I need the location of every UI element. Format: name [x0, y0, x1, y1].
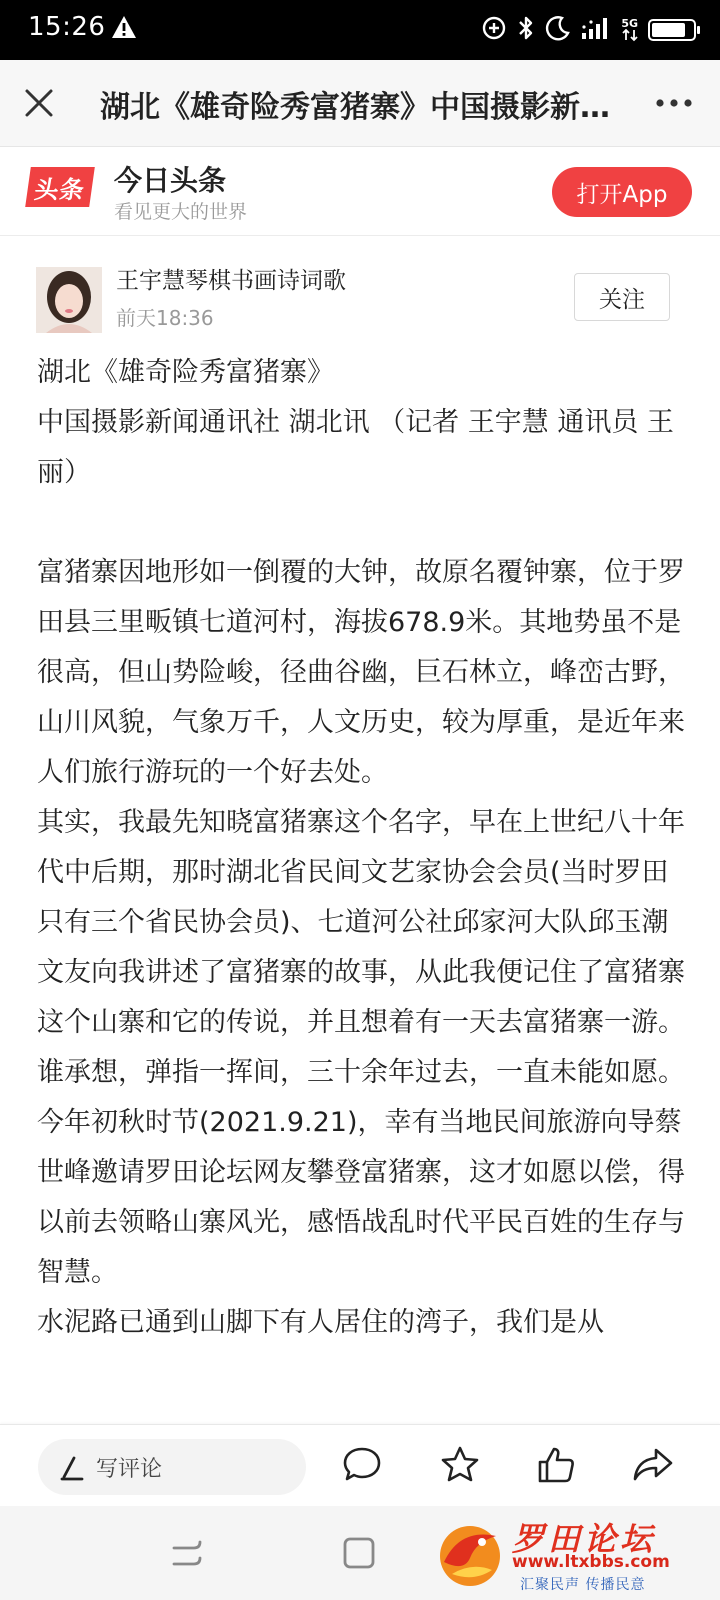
page-title: 湖北《雄奇险秀富猪寨》中国摄影新…	[100, 90, 610, 125]
article-body	[37, 348, 694, 1424]
comment-placeholder: 写评论	[96, 1457, 163, 1482]
home-nav-icon[interactable]	[342, 1536, 376, 1574]
article-paragraph: 中国摄影新闻通讯社 湖北讯 （记者 王宇慧 通讯员 王丽）	[37, 407, 674, 488]
open-app-button[interactable]: 打开App	[552, 167, 692, 217]
network-type: 5G	[621, 18, 638, 43]
status-time: 15:26	[28, 12, 106, 42]
title-bar	[0, 60, 720, 147]
like-thumb-icon[interactable]	[536, 1445, 576, 1485]
follow-button[interactable]: 关注	[574, 273, 670, 321]
favorite-star-icon[interactable]	[440, 1445, 480, 1485]
author-avatar[interactable]	[36, 267, 102, 333]
article-paragraph: 湖北《雄奇险秀富猪寨》	[37, 357, 334, 388]
comment-input[interactable]	[38, 1439, 306, 1495]
do-not-disturb-moon-icon	[545, 15, 571, 45]
author-name[interactable]: 王宇慧琴棋书画诗词歌	[116, 268, 346, 294]
phoenix-logo-icon	[430, 1512, 510, 1592]
watermark-slogan: 汇聚民声 传播民意	[520, 1577, 646, 1593]
watermark-url: www.ltxbbs.com	[512, 1552, 670, 1572]
battery-icon	[648, 19, 696, 41]
watermark-title: 罗田论坛	[512, 1520, 657, 1558]
article-paragraph: 富猪寨因地形如一倒覆的大钟，故原名覆钟寨，位于罗田县三里畈镇七道河村，海拔678.9米。其地势虽不是很高，但山势险峻，径曲谷幽，巨石林立，峰峦古野，山川风貌，气象万千，人文历史，较为厚重，是近年来人们旅行游玩的一个好去处。	[37, 557, 685, 788]
system-nav-bar	[0, 1506, 720, 1600]
share-icon[interactable]	[632, 1445, 672, 1485]
paragraph-gap	[37, 498, 687, 548]
close-icon[interactable]	[20, 84, 58, 122]
more-options-icon[interactable]	[654, 90, 694, 116]
post-time: 前天18:36	[116, 306, 214, 330]
app-banner	[0, 147, 720, 236]
warning-icon	[110, 14, 138, 44]
bluetooth-icon	[517, 14, 535, 46]
status-bar	[0, 0, 720, 60]
status-icons	[481, 14, 696, 46]
comment-bar	[0, 1424, 720, 1507]
pen-icon	[58, 1455, 84, 1485]
data-saver-icon	[481, 15, 507, 45]
app-slogan: 看见更大的世界	[114, 201, 248, 223]
app-name: 今日头条	[114, 164, 227, 197]
forum-watermark	[430, 1512, 700, 1596]
signal-icon	[581, 15, 611, 45]
article-paragraph: 其实，我最先知晓富猪寨这个名字，早在上世纪八十年代中后期，那时湖北省民间文艺家协会会员(当时罗田只有三个省民协会员)、七道河公社邱家河大队邱玉潮文友向我讲述了富猪寨的故事，从此我便记住了富猪寨这个山寨和它的传说，并且想着有一天去富猪寨一游。谁承想，弹指一挥间，三十余年过去，一直未能如愿。 今年初秋时节(2021.9.21)，幸有当地民间旅游向导蔡世峰邀请罗田论坛网友攀登富猪寨，这才如愿以偿，得以前去领略山寨风光，感悟战乱时代平民百姓的生存与智慧。	[37, 807, 694, 1288]
comment-icon[interactable]	[342, 1445, 382, 1485]
menu-nav-icon[interactable]	[170, 1536, 204, 1574]
toutiao-logo: 头条	[25, 167, 95, 207]
article-paragraph: 水泥路已通到山脚下有人居住的湾子，我们是从	[37, 1307, 604, 1338]
